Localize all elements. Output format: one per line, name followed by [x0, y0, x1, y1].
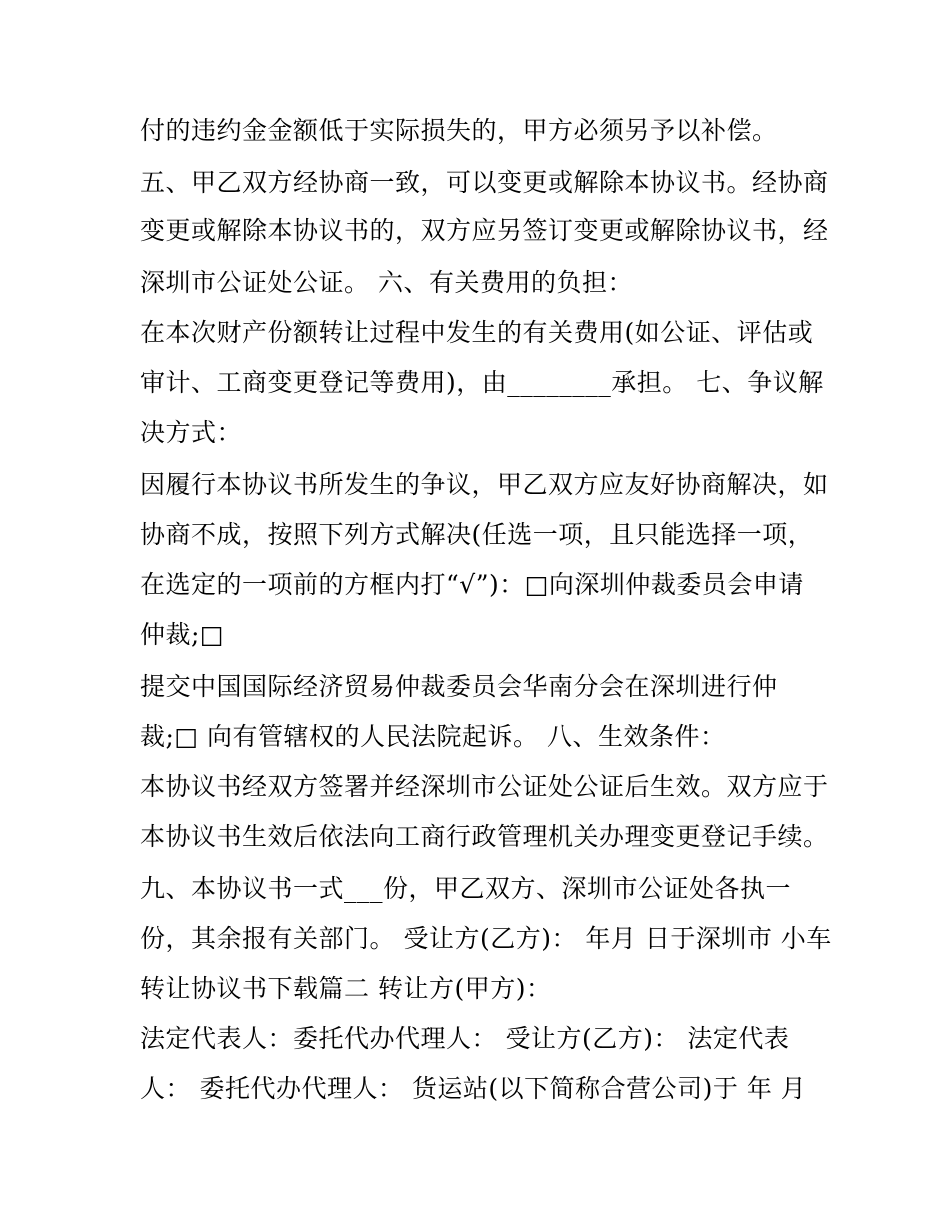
text-line: 法定代表人：委托代办代理人： 受让方(乙方)： 法定代表 [140, 1024, 790, 1053]
text-line: 仲裁;□ [140, 620, 225, 649]
text-line: 付的违约金金额低于实际损失的，甲方必须另予以补偿。 [140, 116, 778, 145]
text-line: 提交中国国际经济贸易仲裁委员会华南分会在深圳进行仲 [140, 672, 778, 701]
text-line: 本协议书经双方签署并经深圳市公证处公证后生效。双方应于 [140, 772, 829, 801]
text-line: 协商不成，按照下列方式解决(任选一项，且只能选择一项， [140, 520, 814, 549]
text-line: 五、甲乙双方经协商一致，可以变更或解除本协议书。经协商 [140, 168, 829, 197]
text-line: 转让协议书下载篇二 转让方(甲方)： [140, 974, 552, 1003]
text-line: 深圳市公证处公证。 六、有关费用的负担： [140, 268, 633, 297]
text-line: 在选定的一项前的方框内打“√”)：□向深圳仲裁委员会申请 [140, 570, 804, 599]
text-line: 九、本协议书一式___份，甲乙双方、深圳市公证处各执一 [140, 874, 792, 903]
text-line: 本协议书生效后依法向工商行政管理机关办理变更登记手续。 [140, 822, 829, 851]
text-line: 份，其余报有关部门。 受让方(乙方)： 年月 日于深圳市 小车 [140, 924, 832, 953]
text-line: 在本次财产份额转让过程中发生的有关费用(如公证、评估或 [140, 318, 814, 347]
text-line: 变更或解除本协议书的，双方应另签订变更或解除协议书，经 [140, 216, 829, 245]
text-line: 人： 委托代办代理人： 货运站(以下简称合营公司)于 年 月 [140, 1074, 807, 1103]
text-line: 因履行本协议书所发生的争议，甲乙双方应友好协商解决，如 [140, 470, 829, 499]
text-line: 决方式： [140, 418, 243, 447]
text-line: 裁;□ 向有管辖权的人民法院起诉。 八、生效条件： [140, 722, 726, 751]
text-line: 审计、工商变更登记等费用)，由________承担。 七、争议解 [140, 368, 824, 397]
